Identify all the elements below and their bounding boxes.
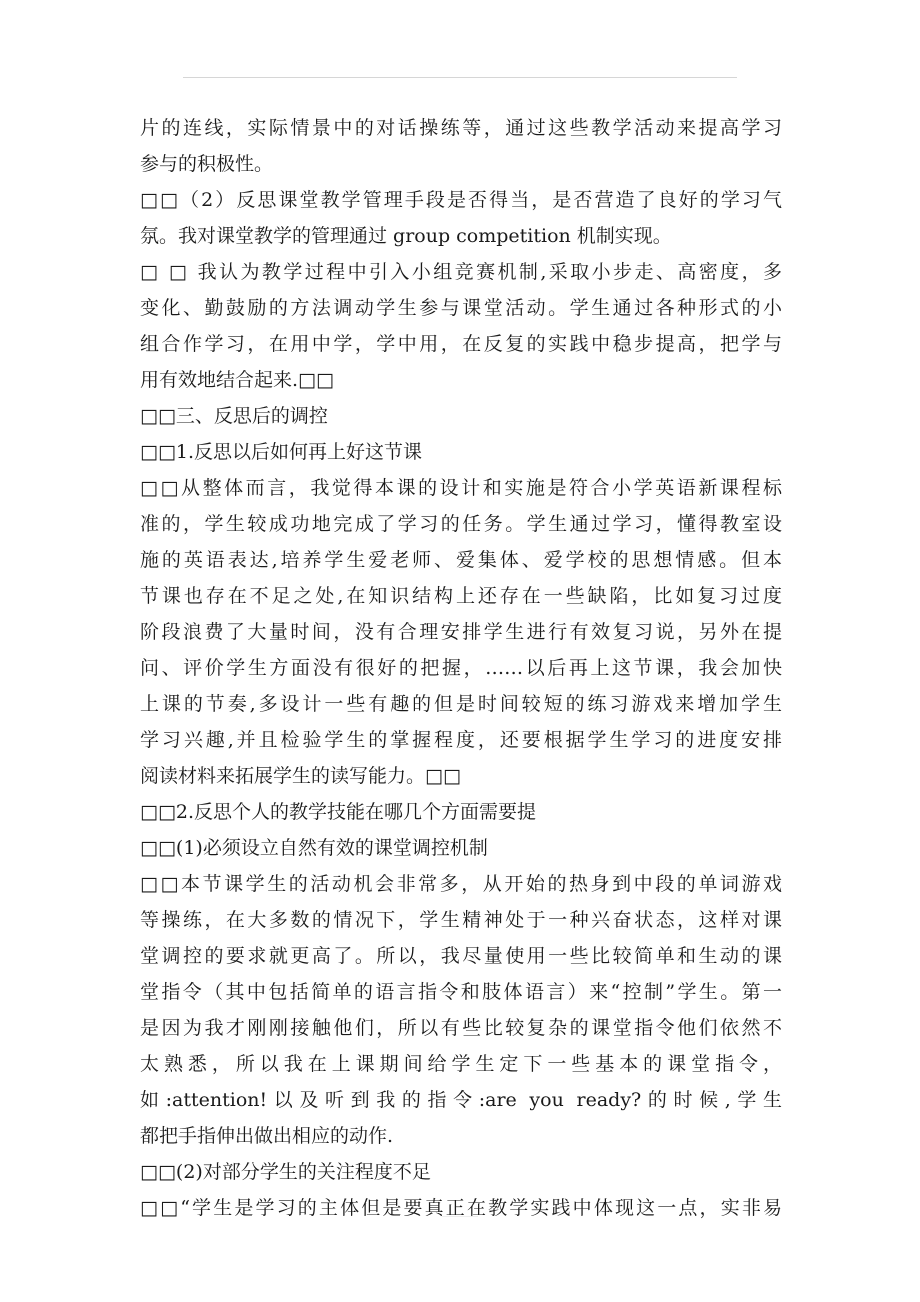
- text-line: 变化、勤鼓励的方法调动学生参与课堂活动。学生通过各种形式的小: [140, 297, 782, 319]
- subsection-heading: □□2.反思个人的教学技能在哪几个方面需要提: [140, 801, 537, 823]
- text-line: 用有效地结合起来.□□: [140, 369, 334, 391]
- text-line: 太熟悉，所以我在上课期间给学生定下一些基本的课堂指令，: [140, 1053, 782, 1075]
- text-line: 是因为我才刚刚接触他们，所以有些比较复杂的课堂指令他们依然不: [140, 1017, 782, 1039]
- item-heading: □□(2)对部分学生的关注程度不足: [140, 1161, 431, 1183]
- text-line: 如:attention!以及听到我的指令:are you ready?的时候,学生: [140, 1089, 782, 1111]
- text-line: 参与的积极性。: [140, 153, 274, 175]
- subsection-heading: □□1.反思以后如何再上好这节课: [140, 441, 423, 463]
- text-line: 准的，学生较成功地完成了学习的任务。学生通过学习，懂得教室设: [140, 513, 782, 535]
- document-body: [140, 110, 782, 1226]
- text-line: 节课也存在不足之处,在知识结构上还存在一些缺陷，比如复习过度: [140, 585, 782, 607]
- header-divider: [183, 77, 737, 78]
- text-line: 堂指令（其中包括简单的语言指令和肢体语言）来“控制”学生。第一: [140, 981, 782, 1003]
- text-line: 施的英语表达,培养学生爱老师、爱集体、爱学校的思想情感。但本: [140, 549, 782, 571]
- text-line: 片的连线，实际情景中的对话操练等，通过这些教学活动来提高学习: [140, 117, 782, 139]
- text-line: 组合作学习，在用中学，学中用，在反复的实践中稳步提高，把学与: [140, 333, 782, 355]
- text-line: 问、评价学生方面没有很好的把握，……以后再上这节课，我会加快: [140, 657, 782, 679]
- text-line: □□从整体而言，我觉得本课的设计和实施是符合小学英语新课程标: [140, 477, 782, 499]
- text-line: 都把手指伸出做出相应的动作.: [140, 1125, 394, 1147]
- text-line: 阅读材料来拓展学生的读写能力。□□: [140, 765, 461, 787]
- text-line: 等操练，在大多数的情况下，学生精神处于一种兴奋状态，这样对课: [140, 909, 782, 931]
- text-line: □ □ 我认为教学过程中引入小组竞赛机制,采取小步走、高密度，多: [140, 261, 782, 283]
- text-line: 学习兴趣,并且检验学生的掌握程度，还要根据学生学习的进度安排: [140, 729, 782, 751]
- text-line: 上课的节奏,多设计一些有趣的但是时间较短的练习游戏来增加学生: [140, 693, 782, 715]
- text-line: 堂调控的要求就更高了。所以，我尽量使用一些比较简单和生动的课: [140, 945, 782, 967]
- footer-divider: [442, 1216, 478, 1217]
- text-line: □□“学生是学习的主体但是要真正在教学实践中体现这一点，实非易: [140, 1197, 782, 1219]
- text-line: □□（2）反思课堂教学管理手段是否得当，是否营造了良好的学习气: [140, 189, 782, 211]
- item-heading: □□(1)必须设立自然有效的课堂调控机制: [140, 837, 488, 859]
- text-line: 氛。我对课堂教学的管理通过 group competition 机制实现。: [140, 225, 672, 247]
- section-heading: □□三、反思后的调控: [140, 405, 328, 427]
- text-line: 阶段浪费了大量时间，没有合理安排学生进行有效复习说，另外在提: [140, 621, 782, 643]
- text-line: □□本节课学生的活动机会非常多，从开始的热身到中段的单词游戏: [140, 873, 782, 895]
